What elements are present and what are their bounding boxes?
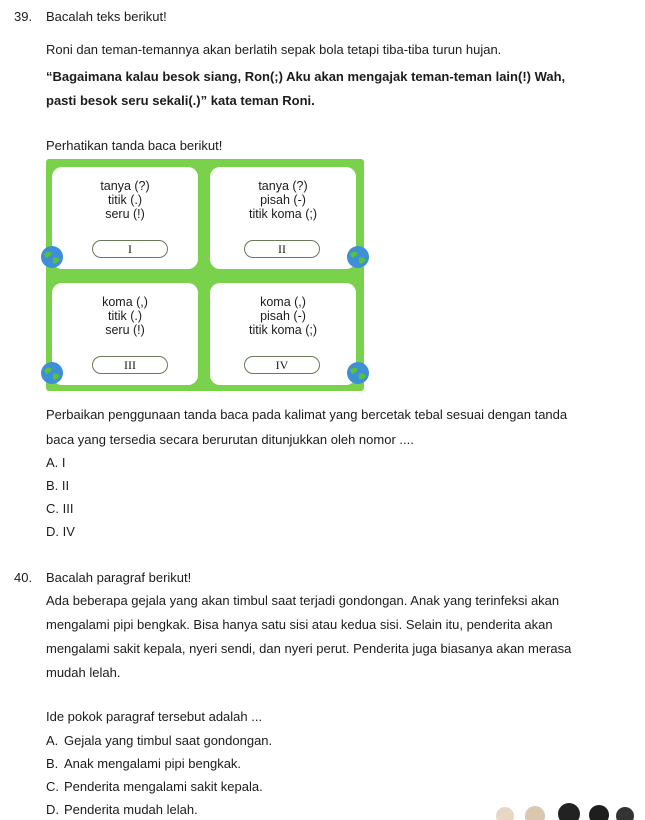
card-2-line-1: tanya (?): [258, 179, 308, 193]
question-40-paragraph-line-3: mengalami sakit kepala, nyeri sendi, dan nyeri perut. Penderita juga biasanya akan merasa: [46, 641, 572, 656]
question-40-paragraph-line-1: Ada beberapa gejala yang akan timbul saat terjadi gondongan. Anak yang terinfeksi akan: [46, 593, 560, 608]
card-2-label: II: [244, 240, 320, 258]
question-40-stem: Ide pokok paragraf tersebut adalah ...: [46, 709, 263, 724]
question-39-stem-1: Perbaikan penggunaan tanda baca pada kalimat yang bercetak tebal sesuai dengan tanda: [46, 407, 568, 422]
card-4-line-3: titik koma (;): [248, 323, 318, 337]
card-1-label: I: [92, 240, 168, 258]
card-4-line-1: koma (,): [260, 295, 306, 309]
punctuation-card-grid: [46, 159, 364, 391]
option-text: Anak mengalami pipi bengkak.: [64, 756, 242, 771]
punctuation-card-1: [52, 167, 198, 269]
option-letter: D.: [46, 802, 59, 817]
option-letter: B.: [46, 756, 59, 771]
children-illustration-icon: [487, 798, 637, 820]
question-40-option-b[interactable]: [46, 756, 242, 771]
card-3-line-3: seru (!): [105, 323, 145, 337]
question-39-number: 39.: [14, 9, 33, 24]
question-39-stem-2: baca yang tersedia secara berurutan ditunjukkan oleh nomor ....: [46, 432, 414, 447]
card-3-line-2: titik (.): [107, 309, 143, 323]
option-letter: C.: [46, 779, 59, 794]
question-39-prompt: Perhatikan tanda baca berikut!: [46, 138, 223, 153]
question-40-paragraph-line-2: mengalami pipi bengkak. Bisa hanya satu sisi atau kedua sisi. Selain itu, penderita akan: [46, 617, 553, 632]
question-40-number: 40.: [14, 570, 33, 585]
card-2-line-2: pisah (-): [260, 193, 306, 207]
globe-icon: [346, 361, 370, 385]
card-2-line-3: titik koma (;): [248, 207, 318, 221]
question-39-option-d[interactable]: D. IV: [46, 524, 75, 539]
question-40-option-c[interactable]: [46, 779, 263, 794]
globe-icon: [346, 245, 370, 269]
question-39-instruction: Bacalah teks berikut!: [46, 9, 167, 24]
card-4-label: IV: [244, 356, 320, 374]
option-text: Gejala yang timbul saat gondongan.: [64, 733, 273, 748]
question-39-option-c[interactable]: C. III: [46, 501, 74, 516]
quote-attribution: kata teman Roni.: [207, 93, 315, 108]
question-40-option-d[interactable]: [46, 802, 198, 817]
card-3-line-1: koma (,): [102, 295, 148, 309]
punctuation-card-4: [210, 283, 356, 385]
option-text: Penderita mudah lelah.: [64, 802, 198, 817]
question-40-instruction: Bacalah paragraf berikut!: [46, 570, 192, 585]
question-39-bold-sentence-2: [46, 93, 315, 108]
question-39-context: Roni dan teman-temannya akan berlatih sepak bola tetapi tiba-tiba turun hujan.: [46, 42, 502, 57]
question-39-option-b[interactable]: B. II: [46, 478, 70, 493]
card-1-line-3: seru (!): [105, 207, 145, 221]
card-1-line-2: titik (.): [107, 193, 143, 207]
card-1-line-1: tanya (?): [100, 179, 150, 193]
question-39-option-a[interactable]: A. I: [46, 455, 66, 470]
card-4-line-2: pisah (-): [260, 309, 306, 323]
card-3-label: III: [92, 356, 168, 374]
option-letter: A.: [46, 733, 59, 748]
globe-icon: [40, 361, 64, 385]
question-40-paragraph-line-4: mudah lelah.: [46, 665, 121, 680]
punctuation-card-3: [52, 283, 198, 385]
question-40-option-a[interactable]: [46, 733, 273, 748]
punctuation-card-2: [210, 167, 356, 269]
question-39-bold-sentence-1: “Bagaimana kalau besok siang, Ron(;) Aku akan mengajak teman-teman lain(!) Wah,: [46, 69, 566, 84]
option-text: Penderita mengalami sakit kepala.: [64, 779, 263, 794]
globe-icon: [40, 245, 64, 269]
bold-quote-end: pasti besok seru sekali(.)”: [46, 93, 208, 108]
